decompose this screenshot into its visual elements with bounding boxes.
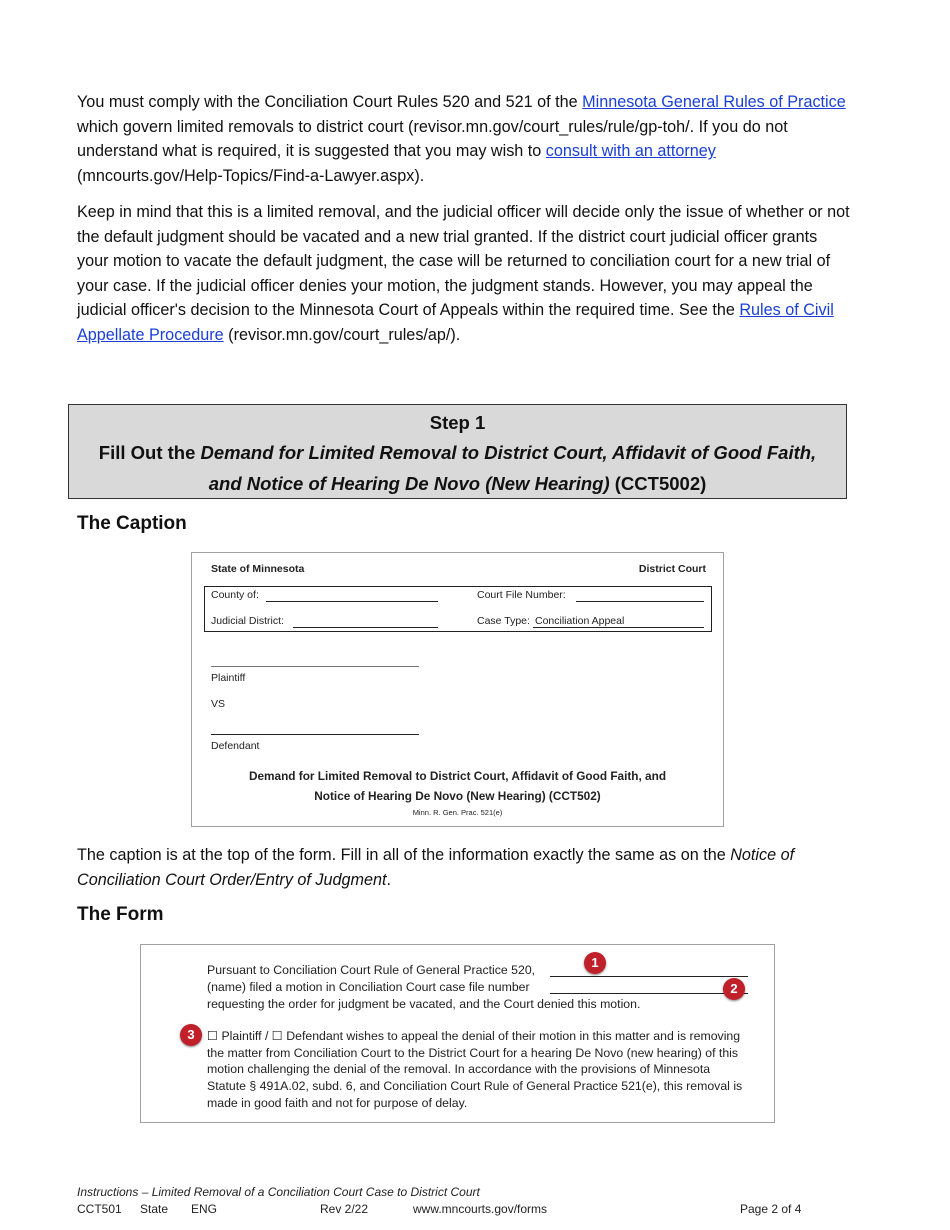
form-title-line-2: Notice of Hearing De Novo (New Hearing) (CCT502): [314, 789, 601, 803]
footer-lang: ENG: [191, 1202, 218, 1216]
footer-code: CCT501: [77, 1202, 122, 1216]
footer-rev: Rev 2/22: [320, 1202, 369, 1216]
marker-2: 2: [723, 978, 745, 1000]
district-court-label: District Court: [638, 563, 706, 575]
step-title: Step 1: [429, 412, 486, 433]
form-title-line-1: Demand for Limited Removal to District Court, Affidavit of Good Faith, and: [248, 769, 667, 783]
marker-3: 3: [180, 1024, 202, 1046]
footer-state: State: [140, 1202, 169, 1216]
defendant-label: Defendant: [211, 740, 260, 752]
intro-paragraph: You must comply with the Conciliation Court Rules 520 and 521 of the Minnesota General Rules of Practice which govern limited removals to district court (revisor.mn.gov/court_rules/rule/gp-toh/. If you do not understand what is required, it is suggested that you may wish to consult with an attorney (mncourts.gov/Help-Topics/Find-a-Lawyer.aspx).: [77, 93, 846, 185]
judicial-district-label: Judicial District:: [211, 615, 284, 627]
judicial-district-line: [293, 627, 438, 628]
form-line-2: (name) filed a motion in Conciliation Court case file number: [207, 980, 530, 994]
consult-attorney-link[interactable]: consult with an attorney: [545, 142, 716, 161]
form-line-3: requesting the order for judgment be vacated, and the Court denied this motion.: [207, 997, 641, 1011]
case-number-line: [550, 993, 748, 994]
case-type-line: [533, 627, 704, 628]
form-heading: The Form: [77, 904, 164, 925]
footer-page: Page 2 of 4: [740, 1202, 802, 1216]
plaintiff-label: Plaintiff: [211, 672, 246, 684]
footer-title: Instructions – Limited Removal of a Conciliation Court Case to District Court: [77, 1185, 480, 1199]
defendant-line: [211, 734, 419, 735]
footer-url: www.mncourts.gov/forms: [413, 1202, 548, 1216]
county-label: County of:: [211, 589, 259, 601]
step-line-1: Fill Out the Demand for Limited Removal to District Court, Affidavit of Good Faith,: [98, 442, 817, 463]
limited-removal-paragraph: Keep in mind that this is a limited removal, and the judicial officer will decide only the issue of whether or not the default judgment should be vacated and a new trial granted. If the district court judicial officer grants your motion to vacate the default judgment, the case will be returned to conciliation court for a new trial of your case. If the judicial officer denies your motion, the judgment stands. However, you may appeal the judicial officer's decision to the Minnesota Court of Appeals within the required time. See the Rules of Civil Appellate Procedure (revisor.mn.gov/court_rules/ap/).: [77, 203, 850, 344]
rule-citation: Minn. R. Gen. Prac. 521(e): [412, 808, 503, 817]
county-line: [266, 601, 438, 602]
name-line: [550, 976, 748, 977]
caption-example-image: [191, 552, 724, 827]
step-line-2: and Notice of Hearing De Novo (New Hearing) (CCT5002): [208, 473, 707, 494]
general-rules-link[interactable]: Minnesota General Rules of Practice: [582, 93, 846, 111]
form-removal-paragraph: ☐ Plaintiff / ☐ Defendant wishes to appeal the denial of their motion in this matter and is removing the matter from Conciliation Court to the District Court for a hearing De Novo (new hearing) of this motion challenging the denial of the removal. In accordance with the provisions of Minnesota Statute § 491A.02, subd. 6, and Conciliation Court Rule of General Practice 521(e), this removal is made in good faith and not for purpose of delay.: [207, 1029, 743, 1110]
vs-label: VS: [211, 698, 226, 710]
case-type-label: Case Type:: [477, 615, 530, 627]
form-line-1: Pursuant to Conciliation Court Rule of General Practice 520,: [207, 963, 536, 977]
marker-1: 1: [584, 952, 606, 974]
case-type-value: Conciliation Appeal: [535, 615, 625, 627]
file-number-label: Court File Number:: [477, 589, 566, 601]
caption-instructions: The caption is at the top of the form. Fill in all of the information exactly the same as on the Notice of Conciliation Court Order/Entry of Judgment.: [77, 846, 795, 889]
appellate-rules-link[interactable]: Rules of Civil Appellate Procedure: [77, 301, 834, 344]
state-label: State of Minnesota: [211, 563, 305, 575]
caption-heading: The Caption: [77, 513, 187, 534]
plaintiff-line: [211, 666, 419, 667]
file-number-line: [576, 601, 704, 602]
form-example-image: [140, 944, 775, 1123]
step-1-header: [68, 404, 847, 499]
